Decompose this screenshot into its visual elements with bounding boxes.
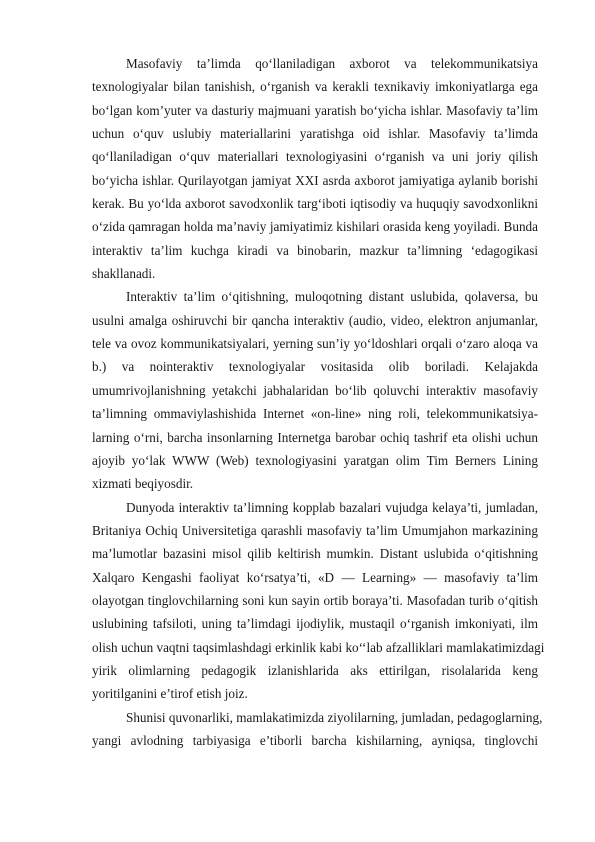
document-body xyxy=(58,52,545,752)
paragraph xyxy=(58,52,538,285)
text-line: Xalqaro Kengashi faoliyat ko‘rsatya’ti, «D — Learning» — masofaviy ta’lim xyxy=(92,569,538,585)
text-line: Masofaviy ta’limda qo‘llaniladigan axborot va telekommunikatsiya xyxy=(126,56,538,71)
text-line: usulni amalga oshiruvchi bir qancha interaktiv (audio, video, elektron anjumanlar, xyxy=(92,312,538,328)
text-line: Dunyoda interaktiv ta’limning kopplab bazalari vujudga kelaya’ti, jumladan, xyxy=(126,499,538,515)
text-line: umumrivojlanishning yetakchi jabhalaridan bo‘lib qoluvchi interaktiv masofaviy xyxy=(92,382,538,398)
paragraph xyxy=(58,285,538,495)
text-line: Shunisi quvonarliki, mamlakatimizda ziyolilarning, jumladan, pedagoglarning, xyxy=(126,709,543,725)
text-line: Britaniya Ochiq Universitetiga qarashli masofaviy ta’lim Umumjahon markazining xyxy=(92,522,538,538)
text-line: ajoyib yo‘lak WWW (Web) texnologiyasini yaratgan olim Tim Berners Lining xyxy=(92,452,538,468)
text-line: yangi avlodning tarbiyasiga e’tiborli barcha kishilarning, ayniqsa, tinglovchi xyxy=(92,732,538,748)
text-line: b.) va nointeraktiv texnologiyalar vositasida olib boriladi. Kelajakda xyxy=(92,359,538,375)
text-line: ma’lumotlar bazasini misol qilib keltirish mumkin. Distant uslubida o‘qitishning xyxy=(92,546,538,562)
text-line: tele va ovoz kommunikatsiyalari, yerning sun’iy yo‘ldoshlari orqali o‘zaro aloqa va xyxy=(92,336,538,352)
text-line: texnologiyalar bilan tanishish, o‘rganish va kerakli texnikaviy imkoniyatlarga ega xyxy=(92,79,538,95)
text-line: olish uchun vaqtni taqsimlashdagi erkinlik kabi ko‘‘lab afzalliklari mamlakatimizdagi xyxy=(92,639,545,655)
text-line: yoritilganini e’tirof etish joiz. xyxy=(92,686,248,702)
text-line: olayotgan tinglovchilarning soni kun sayin ortib boraya’ti. Masofadan turib o‘qitish xyxy=(92,592,538,608)
paragraph xyxy=(58,496,545,706)
text-line: interaktiv ta’lim kuchga kiradi va binobarin, mazkur ta’limning ‘edagogikasi xyxy=(92,242,538,258)
text-line: qo‘llaniladigan o‘quv materiallari texnologiyasini o‘rganish va uni joriy qilish xyxy=(92,149,538,165)
text-line: kerak. Bu yo‘lda axborot savodxonlik targ‘iboti iqtisodiy va huquqiy savodxonlikni xyxy=(92,196,538,212)
text-line: larning o‘rni, barcha insonlarning Internetga barobar ochiq tashrif eta olishi uchun xyxy=(92,429,538,445)
text-line: bo‘lgan kom’yuter va dasturiy majmuani yaratish bo‘yicha ishlar. Masofaviy ta’lim xyxy=(92,102,538,118)
text-line: yirik olimlarning pedagogik izlanishlarida aks ettirilgan, risolalarida keng xyxy=(92,662,538,678)
text-line: o‘zida qamragan holda ma’naviy jamiyatimiz kishilari orasida keng yoyiladi. Bunda xyxy=(92,219,538,235)
text-line: bo‘yicha ishlar. Qurilayotgan jamiyat XXI asrda axborot jamiyatiga aylanib borishi xyxy=(92,172,538,188)
paragraph xyxy=(58,706,543,753)
text-line: uslubining tafsiloti, uning ta’limdagi ijodiylik, mustaqil o‘rganish imkoniyati, ilm xyxy=(92,616,538,632)
text-line: ta’limning ommaviylashishida Internet «on-line» ning roli, telekommunikatsiya- xyxy=(92,406,538,422)
text-line: xizmati beqiyosdir. xyxy=(92,476,194,492)
text-line: shakllanadi. xyxy=(92,266,156,282)
text-line: uchun o‘quv uslubiy materiallarini yaratishga oid ishlar. Masofaviy ta’limda xyxy=(92,126,538,142)
text-line: Interaktiv ta’lim o‘qitishning, muloqotning distant uslubida, qolaversa, bu xyxy=(126,289,538,305)
